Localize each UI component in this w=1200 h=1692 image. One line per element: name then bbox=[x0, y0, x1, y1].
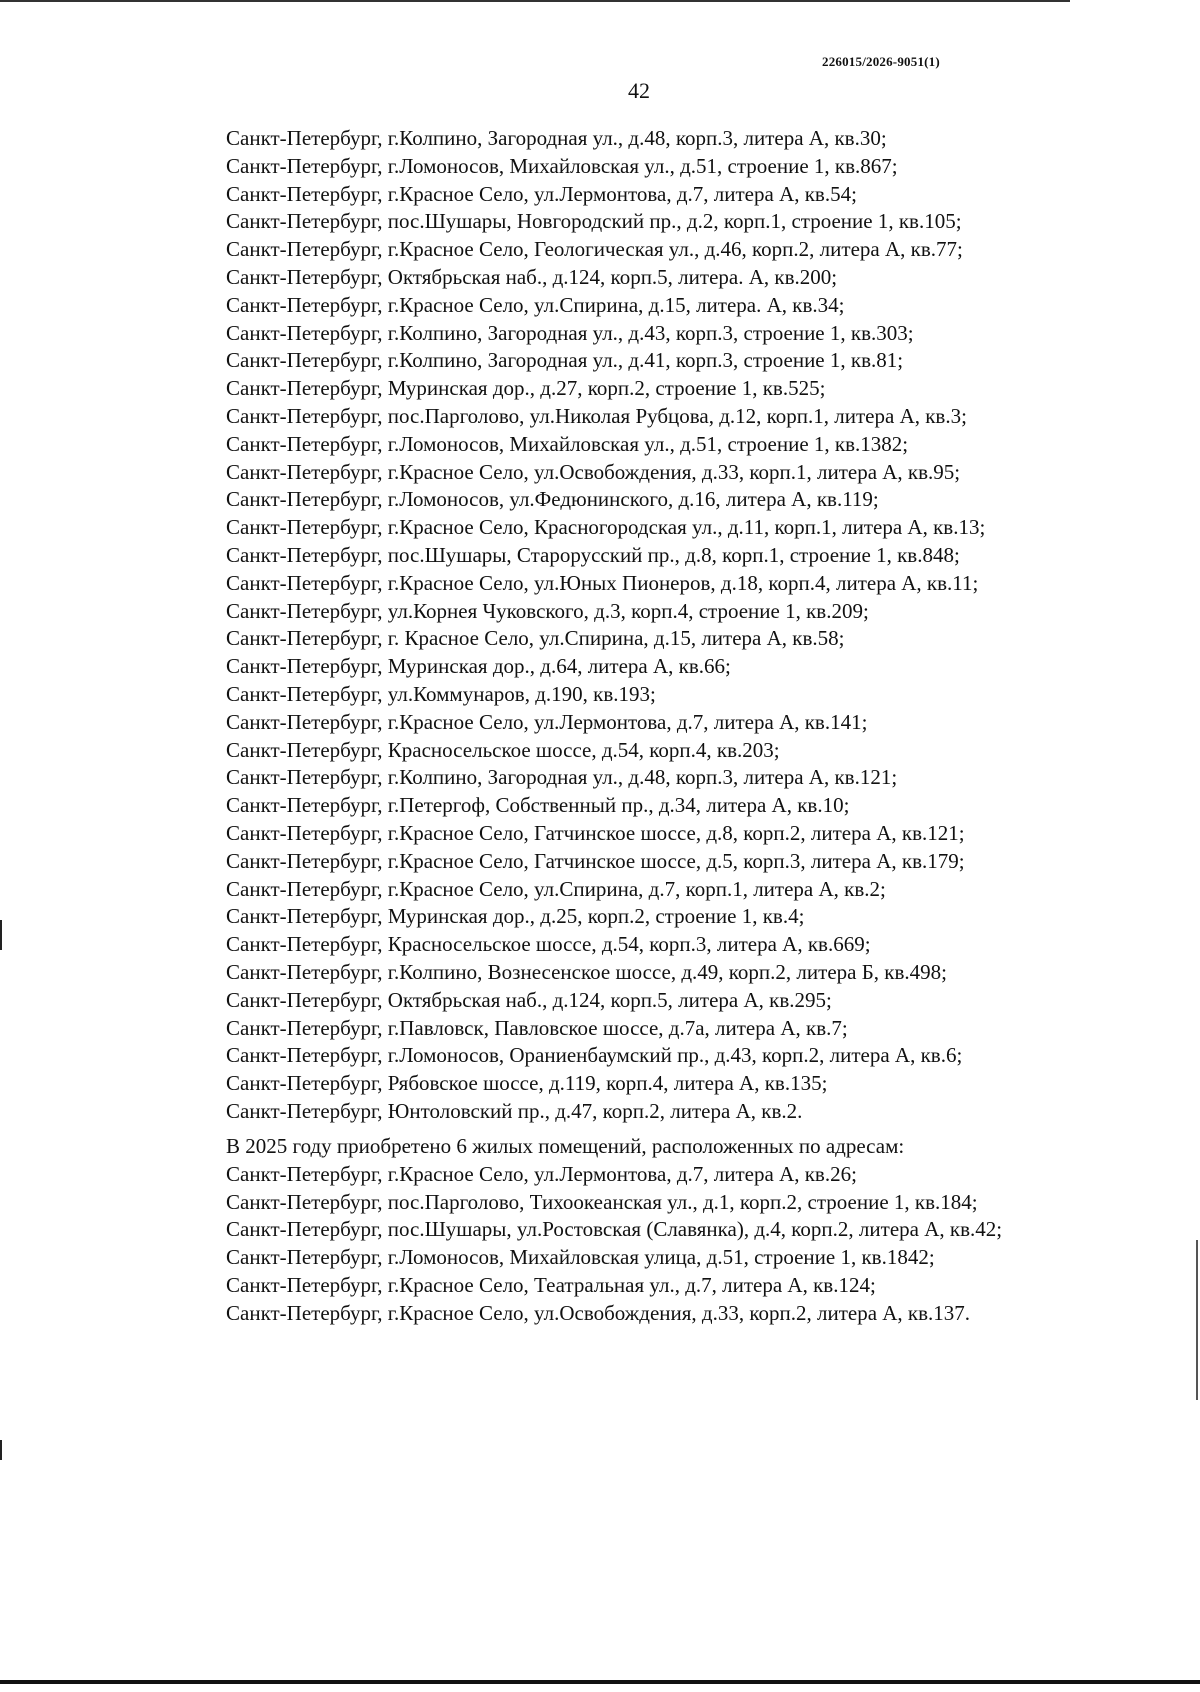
address-line: Санкт-Петербург, Октябрьская наб., д.124, корп.5, литера. А, кв.200; bbox=[226, 264, 838, 289]
address-line: Санкт-Петербург, пос.Шушары, Старорусский пр., д.8, корп.1, строение 1, кв.848; bbox=[226, 542, 960, 567]
address-line: Санкт-Петербург, г.Красное Село, ул.Юных Пионеров, д.18, корп.4, литера А, кв.11; bbox=[226, 570, 979, 595]
address-line: Санкт-Петербург, г.Колпино, Загородная ул., д.48, корп.3, литера А, кв.121; bbox=[226, 765, 898, 790]
address-line: Санкт-Петербург, г.Красное Село, ул.Лермонтова, д.7, литера А, кв.54; bbox=[226, 181, 857, 206]
acquired-address-line: Санкт-Петербург, пос.Парголово, Тихоокеанская ул., д.1, корп.2, строение 1, кв.184; bbox=[226, 1189, 978, 1214]
scan-left-edge-mark bbox=[0, 1440, 2, 1460]
address-line: Санкт-Петербург, Муринская дор., д.25, корп.2, строение 1, кв.4; bbox=[226, 904, 805, 929]
address-line: Санкт-Петербург, г.Ломоносов, Михайловская ул., д.51, строение 1, кв.1382; bbox=[226, 431, 909, 456]
address-line: Санкт-Петербург, ул.Корнея Чуковского, д.3, корп.4, строение 1, кв.209; bbox=[226, 598, 869, 623]
address-line: Санкт-Петербург, г.Колпино, Загородная ул., д.41, корп.3, строение 1, кв.81; bbox=[226, 348, 904, 373]
address-line: Санкт-Петербург, г.Колпино, Загородная ул., д.48, корп.3, литера А, кв.30; bbox=[226, 126, 887, 150]
address-line: Санкт-Петербург, г. Красное Село, ул.Спирина, д.15, литера А, кв.58; bbox=[226, 626, 845, 651]
acquired-address-line: Санкт-Петербург, г.Красное Село, ул.Лермонтова, д.7, литера А, кв.26; bbox=[226, 1161, 857, 1186]
address-line: Санкт-Петербург, г.Красное Село, Гатчинское шоссе, д.8, корп.2, литера А, кв.121; bbox=[226, 820, 965, 845]
address-line: Санкт-Петербург, г.Красное Село, Гатчинское шоссе, д.5, корп.3, литера А, кв.179; bbox=[226, 848, 965, 873]
acquired-address-line: Санкт-Петербург, пос.Шушары, ул.Ростовская (Славянка), д.4, корп.2, литера А, кв.42; bbox=[226, 1217, 1003, 1242]
address-line: Санкт-Петербург, г.Колпино, Загородная ул., д.43, корп.3, строение 1, кв.303; bbox=[226, 320, 914, 345]
address-line: Санкт-Петербург, г.Красное Село, ул.Освобождения, д.33, корп.1, литера А, кв.95; bbox=[226, 459, 961, 484]
address-line: Санкт-Петербург, Красносельское шоссе, д.54, корп.4, кв.203; bbox=[226, 737, 780, 762]
page-number: 42 bbox=[628, 78, 650, 103]
document-id: 226015/2026-9051(1) bbox=[822, 54, 940, 69]
address-line: Санкт-Петербург, г.Ломоносов, Ораниенбаумский пр., д.43, корп.2, литера А, кв.6; bbox=[226, 1043, 963, 1068]
address-line: Санкт-Петербург, пос.Парголово, ул.Николая Рубцова, д.12, корп.1, литера А, кв.3; bbox=[226, 403, 967, 428]
address-line: Санкт-Петербург, г.Красное Село, Красногородская ул., д.11, корп.1, литера А, кв.13; bbox=[226, 515, 986, 540]
acquired-address-line: Санкт-Петербург, г.Ломоносов, Михайловская улица, д.51, строение 1, кв.1842; bbox=[226, 1245, 935, 1270]
scan-left-edge-mark bbox=[0, 920, 2, 950]
acquired-2025-list bbox=[226, 1161, 1186, 1328]
acquired-address-line: Санкт-Петербург, г.Красное Село, ул.Освобождения, д.33, корп.2, литера А, кв.137. bbox=[226, 1300, 971, 1325]
address-line: Санкт-Петербург, г.Ломоносов, Михайловская ул., д.51, строение 1, кв.867; bbox=[226, 153, 898, 178]
address-line: Санкт-Петербург, г.Красное Село, ул.Спирина, д.15, литера. А, кв.34; bbox=[226, 292, 845, 317]
address-line: Санкт-Петербург, пос.Шушары, Новгородский пр., д.2, корп.1, строение 1, кв.105; bbox=[226, 209, 962, 234]
acquired-2025-heading: В 2025 году приобретено 6 жилых помещений, расположенных по адресам: bbox=[226, 1134, 905, 1158]
address-line: Санкт-Петербург, г.Ломоносов, ул.Федюнинского, д.16, литера А, кв.119; bbox=[226, 487, 879, 512]
address-line: Санкт-Петербург, Муринская дор., д.64, литера А, кв.66; bbox=[226, 654, 731, 679]
address-line: Санкт-Петербург, Рябовское шоссе, д.119, корп.4, литера А, кв.135; bbox=[226, 1071, 828, 1096]
address-line: Санкт-Петербург, г.Павловск, Павловское шоссе, д.7а, литера А, кв.7; bbox=[226, 1015, 848, 1040]
address-line: Санкт-Петербург, г.Колпино, Вознесенское шоссе, д.49, корп.2, литера Б, кв.498; bbox=[226, 959, 947, 984]
address-line: Санкт-Петербург, г.Красное Село, Геологическая ул., д.46, корп.2, литера А, кв.77; bbox=[226, 237, 963, 262]
acquired-address-line: Санкт-Петербург, г.Красное Село, Театральная ул., д.7, литера А, кв.124; bbox=[226, 1272, 876, 1297]
address-line: Санкт-Петербург, г.Красное Село, ул.Лермонтова, д.7, литера А, кв.141; bbox=[226, 709, 868, 734]
acquired-2025-section bbox=[226, 1133, 1186, 1328]
address-list bbox=[226, 125, 1186, 1126]
scan-bottom-edge bbox=[0, 1680, 1200, 1684]
address-line: Санкт-Петербург, Красносельское шоссе, д.54, корп.3, литера А, кв.669; bbox=[226, 932, 871, 957]
address-line: Санкт-Петербург, г.Красное Село, ул.Спирина, д.7, корп.1, литера А, кв.2; bbox=[226, 876, 886, 901]
address-line: Санкт-Петербург, Октябрьская наб., д.124, корп.5, литера А, кв.295; bbox=[226, 987, 832, 1012]
address-line: Санкт-Петербург, ул.Коммунаров, д.190, кв.193; bbox=[226, 681, 656, 706]
address-line: Санкт-Петербург, Муринская дор., д.27, корп.2, строение 1, кв.525; bbox=[226, 376, 826, 401]
address-line: Санкт-Петербург, г.Петергоф, Собственный пр., д.34, литера А, кв.10; bbox=[226, 793, 850, 818]
scan-top-edge bbox=[0, 0, 1070, 2]
scan-right-edge-mark bbox=[1196, 1240, 1198, 1400]
address-line: Санкт-Петербург, Юнтоловский пр., д.47, корп.2, литера А, кв.2. bbox=[226, 1098, 803, 1123]
